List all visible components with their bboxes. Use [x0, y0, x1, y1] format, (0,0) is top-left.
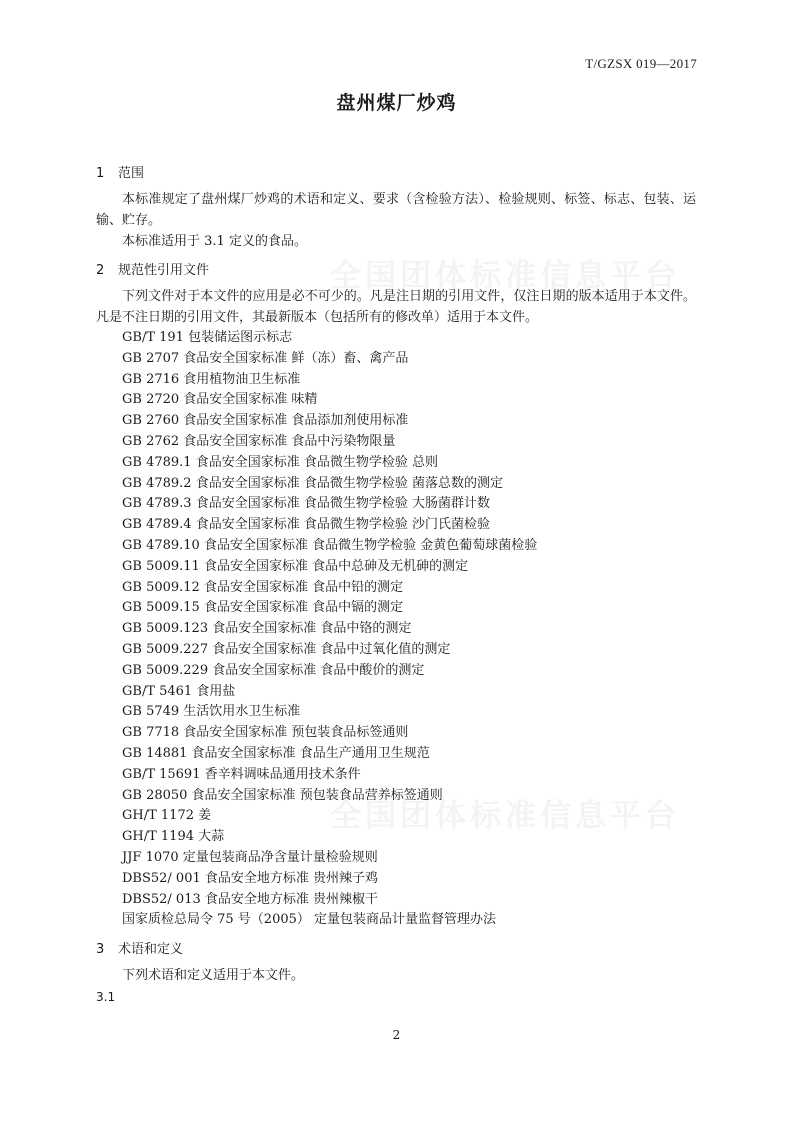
reference-item: GB/T 15691 香辛料调味品通用技术条件	[122, 766, 361, 782]
reference-item: GB 5009.15 食品安全国家标准 食品中镉的测定	[122, 600, 404, 616]
reference-item: GB 5009.229 食品安全国家标准 食品中酸价的测定	[122, 662, 425, 678]
reference-item: GB 2707 食品安全国家标准 鲜（冻）畜、禽产品	[122, 350, 409, 366]
reference-item: GB/T 191 包装储运图示标志	[122, 330, 293, 345]
reference-item: GB 4789.2 食品安全国家标准 食品微生物学检验 菌落总数的测定	[122, 475, 503, 491]
subsection-number: 3.1	[96, 990, 116, 1005]
document-body	[96, 163, 696, 1008]
reference-item: GB 5009.123 食品安全国家标准 食品中铬的测定	[122, 621, 412, 637]
reference-item: GB 2762 食品安全国家标准 食品中污染物限量	[122, 433, 396, 449]
reference-item: 国家质检总局令 75 号（2005） 定量包装商品计量监督管理办法	[122, 912, 497, 928]
section-title: 术语和定义	[118, 942, 184, 958]
reference-item: GB 4789.4 食品安全国家标准 食品微生物学检验 沙门氏菌检验	[122, 517, 490, 533]
section-title: 规范性引用文件	[118, 263, 210, 278]
reference-item: GB 4789.3 食品安全国家标准 食品微生物学检验 大肠菌群计数	[122, 496, 490, 512]
reference-item: GB 28050 食品安全国家标准 预包装食品营养标签通则	[122, 787, 443, 803]
reference-item: GB 4789.10 食品安全国家标准 食品微生物学检验 金黄色葡萄球菌检验	[122, 537, 538, 553]
document-title: 盘州煤厂炒鸡	[336, 92, 457, 114]
scope-paragraph-1: 本标准规定了盘州煤厂炒鸡的术语和定义、要求（含检验方法）、检验规则、标签、标志、包装、运输、贮存。	[96, 192, 696, 228]
section-heading-terms	[96, 939, 696, 961]
reference-item: GB 4789.1 食品安全国家标准 食品微生物学检验 总则	[122, 454, 438, 470]
reference-item: DBS52/ 013 食品安全地方标准 贵州辣椒干	[122, 891, 379, 907]
reference-item: GB 5749 生活饮用水卫生标准	[122, 704, 301, 720]
watermark-top: 全国团体标准信息平台	[330, 258, 680, 294]
reference-item: DBS52/ 001 食品安全地方标准 贵州辣子鸡	[122, 870, 379, 886]
reference-item: GB 2760 食品安全国家标准 食品添加剂使用标准	[122, 413, 409, 429]
terms-intro: 下列术语和定义适用于本文件。	[122, 968, 305, 984]
watermark-bottom: 全国团体标准信息平台	[330, 798, 680, 834]
references-intro: 下列文件对于本文件的应用是必不可少的。凡是注日期的引用文件，仅注日期的版本适用于本文件。凡是不注日期的引用文件，其最新版本（包括所有的修改单）适用于本文件。	[96, 289, 696, 325]
reference-item: GH/T 1172 姜	[122, 808, 212, 824]
section-number: 2	[96, 263, 105, 278]
reference-item: GB 5009.11 食品安全国家标准 食品中总砷及无机砷的测定	[122, 558, 469, 574]
reference-item: GB 14881 食品安全国家标准 食品生产通用卫生规范	[122, 745, 430, 761]
reference-item: GB 2716 食用植物油卫生标准	[122, 371, 301, 387]
reference-item: JJF 1070 定量包装商品净含量计量检验规则	[122, 849, 378, 865]
section-title: 范围	[118, 166, 145, 181]
scope-paragraph-2: 本标准适用于 3.1 定义的食品。	[122, 234, 307, 249]
reference-item: GH/T 1194 大蒜	[122, 829, 225, 845]
reference-item: GB 2720 食品安全国家标准 味精	[122, 392, 318, 408]
section-number: 3	[96, 942, 105, 958]
section-heading-references	[96, 260, 696, 282]
section-number: 1	[96, 166, 105, 181]
reference-item: GB 5009.227 食品安全国家标准 食品中过氧化值的测定	[122, 641, 451, 657]
section-heading-scope	[96, 163, 696, 185]
page-number: 2	[392, 1028, 401, 1042]
reference-item: GB 7718 食品安全国家标准 预包装食品标签通则	[122, 725, 409, 741]
reference-list	[96, 328, 696, 931]
reference-item: GB 5009.12 食品安全国家标准 食品中铅的测定	[122, 579, 404, 595]
reference-item: GB/T 5461 食用盐	[122, 683, 236, 699]
document-code: T/GZSX 019—2017	[585, 56, 697, 71]
